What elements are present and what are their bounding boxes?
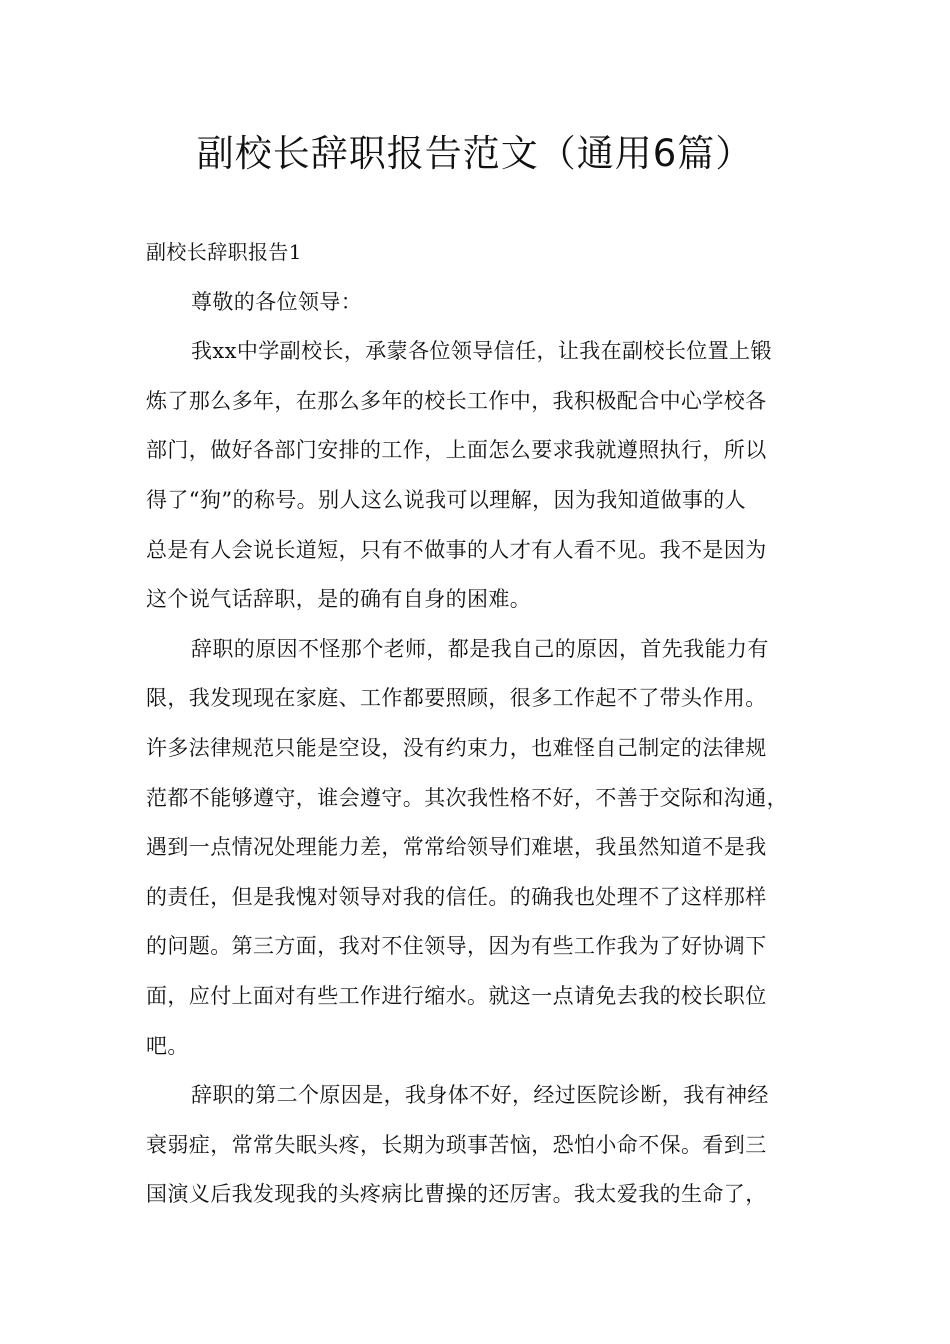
paragraph-line: 面，应付上面对有些工作进行缩水。就这一点请免去我的校长职位 <box>146 983 767 1008</box>
paragraph-line: 限，我发现现在家庭、工作都要照顾，很多工作起不了带头作用。 <box>146 686 767 711</box>
paragraph-line: 吧。 <box>146 1033 189 1058</box>
paragraph-line: 我xx中学副校长，承蒙各位领导信任，让我在副校长位置上锻 <box>191 339 772 364</box>
paragraph-2 <box>146 625 826 1071</box>
paragraph-line: 的责任，但是我愧对领导对我的信任。的确我也处理不了这样那样 <box>146 884 767 909</box>
paragraph-line: 范都不能够遵守，谁会遵守。其次我性格不好，不善于交际和沟通， <box>146 785 788 810</box>
paragraph-line: 的问题。第三方面，我对不住领导，因为有些工作我为了好协调下 <box>146 934 767 959</box>
paragraph-line: 这个说气话辞职，是的确有自身的困难。 <box>146 587 532 612</box>
section-heading: 副校长辞职报告1 <box>146 240 302 264</box>
paragraph-line: 遇到一点情况处理能力差，常常给领导们难堪，我虽然知道不是我 <box>146 835 767 860</box>
paragraph-line: 炼了那么多年，在那么多年的校长工作中，我积极配合中心学校各 <box>146 388 767 413</box>
paragraph-line: 国演义后我发现我的头疼病比曹操的还厉害。我太爱我的生命了， <box>146 1182 767 1207</box>
salutation: 尊敬的各位领导： <box>191 289 363 314</box>
paragraph-line: 得了“狗”的称号。别人这么说我可以理解，因为我知道做事的人 <box>146 487 747 512</box>
paragraph-line: 辞职的原因不怪那个老师，都是我自己的原因，首先我能力有 <box>191 636 769 661</box>
document-title: 副校长辞职报告范文（通用6篇） <box>196 132 754 175</box>
paragraph-line: 辞职的第二个原因是，我身体不好，经过医院诊断，我有神经 <box>191 1083 769 1108</box>
paragraph-line: 衰弱症，常常失眠头疼，长期为琐事苦恼，恐怕小命不保。看到三 <box>146 1132 767 1157</box>
paragraph-line: 许多法律规范只能是空设，没有约束力，也难怪自己制定的法律规 <box>146 735 767 760</box>
paragraph-1 <box>146 327 826 625</box>
paragraph-3 <box>146 1071 826 1220</box>
paragraph-line: 总是有人会说长道短，只有不做事的人才有人看不见。我不是因为 <box>146 537 767 562</box>
document-body <box>146 228 826 1220</box>
paragraph-line: 部门，做好各部门安排的工作，上面怎么要求我就遵照执行，所以 <box>146 438 767 463</box>
